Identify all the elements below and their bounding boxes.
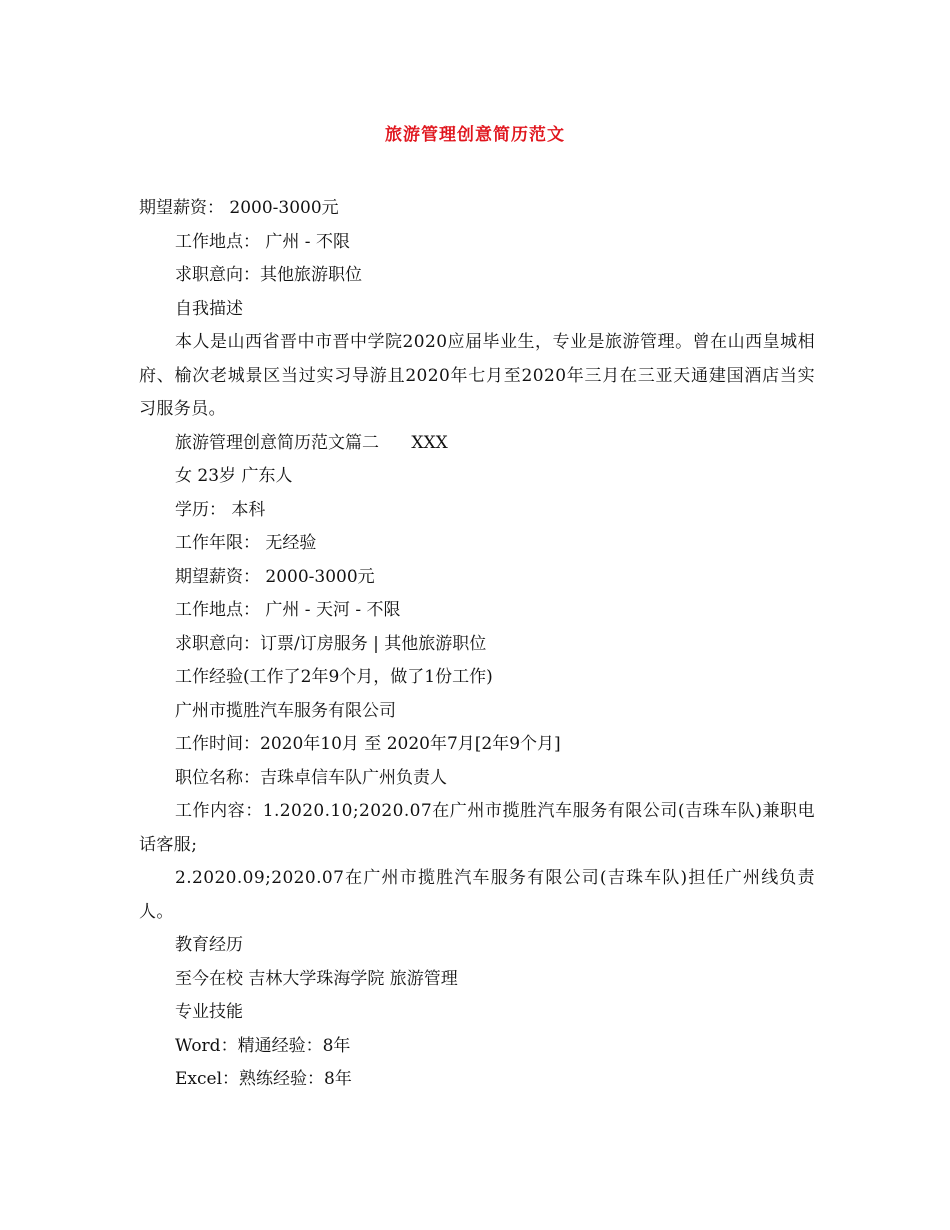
education-level-line: 学历： 本科 [175,499,266,520]
work-location-line: 工作地点： 广州 - 不限 [175,231,350,252]
expected-salary-line-2: 期望薪资： 2000-3000元 [175,566,375,587]
work-location-line-2: 工作地点： 广州 - 天河 - 不限 [175,600,401,620]
work-content-item-2: 2.2020.09;2020.07在广州市揽胜汽车服务有限公司(吉珠车队)担任广州线负责人。 [139,868,815,922]
position-title-line: 职位名称：吉珠卓信车队广州负责人 [175,767,447,788]
job-intention-line-2: 求职意向：订票/订房服务 | 其他旅游职位 [175,633,487,654]
job-intention-line: 求职意向：其他旅游职位 [175,265,362,285]
expected-salary-line: 期望薪资： 2000-3000元 [139,198,339,218]
work-years-line: 工作年限： 无经验 [175,533,317,553]
company-name: 广州市揽胜汽车服务有限公司 [175,700,396,721]
work-content-item-1: 工作内容：1.2020.10;2020.07在广州市揽胜汽车服务有限公司(吉珠车队)兼职电话客服; [139,801,815,855]
self-description-heading: 自我描述 [175,298,243,319]
personal-info-line: 女 23岁 广东人 [175,466,293,486]
education-heading: 教育经历 [175,935,243,955]
education-entry: 至今在校 吉林大学珠海学院 旅游管理 [175,968,458,989]
skills-heading: 专业技能 [175,1002,243,1022]
work-period-line: 工作时间：2020年10月 至 2020年7月[2年9个月] [175,734,561,754]
resume-sample-two-heading: 旅游管理创意简历范文篇二 XXX [175,432,448,453]
skill-excel: Excel：熟练经验：8年 [175,1069,352,1089]
work-experience-summary: 工作经验(工作了2年9个月，做了1份工作) [175,667,493,687]
document-body [139,192,815,1097]
document-title: 旅游管理创意简历范文 [385,125,565,145]
skill-word: Word：精通经验：8年 [175,1035,351,1056]
self-description-paragraph: 本人是山西省晋中市晋中学院2020应届毕业生，专业是旅游管理。曾在山西皇城相府、榆次老城景区当过实习导游且2020年七月至2020年三月在三亚天通建国酒店当实习服务员。 [139,332,815,419]
